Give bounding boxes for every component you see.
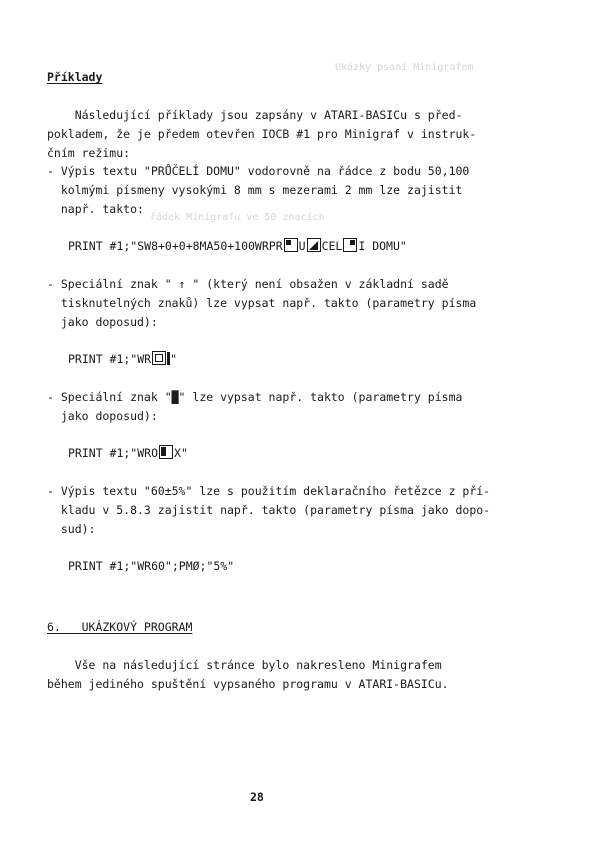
intro-line: čním režimu: — [47, 146, 131, 160]
section-heading: 6. UKÁZKOVÝ PROGRAM — [47, 620, 193, 634]
bleed-through-text: řádek Minigrafu ve 50 znacích — [150, 212, 325, 223]
list-item-text: - Výpis textu "PRŮČELÍ DOMU" vodorovně na řádce z bodu 50,100 — [47, 164, 470, 178]
examples-heading: Příklady — [47, 70, 103, 84]
code-line-4: PRINT #1;"WR60";PMØ;"5%" — [68, 559, 235, 573]
section-text: během jediného spuštění vypsaného programu v ATARI-BASICu. — [47, 677, 449, 691]
special-char-key-icon — [152, 351, 166, 365]
list-item-text: jako doposud): — [47, 315, 158, 329]
special-char-key-icon — [159, 445, 173, 459]
code-text: PRINT #1;"SW8+0+0+8MA50+100WRPR — [68, 239, 283, 253]
list-item-text: jako doposud): — [47, 409, 158, 423]
list-item-text: kolmými písmeny vysokými 8 mm s mezerami 2 mm lze zajistit — [47, 183, 463, 197]
code-text: U — [298, 239, 306, 253]
code-line-3 — [68, 444, 188, 463]
intro-line: pokladem, že je předem otevřen IOCB #1 pro Minigraf v instruk- — [47, 127, 477, 141]
code-line-2 — [68, 350, 177, 369]
list-item-text: - Výpis textu "60±5%" lze s použitím deklaračního řetězce z pří- — [47, 484, 491, 498]
code-text: PRINT #1;"WRO — [68, 446, 159, 460]
code-line-1 — [68, 237, 407, 256]
list-item-text: tisknutelných znaků) lze vypsat např. takto (parametry písma — [47, 296, 477, 310]
code-text: I DOMU" — [358, 239, 407, 253]
code-text: PRINT #1;"WR — [68, 352, 152, 366]
bleed-through-text: Ukázky psaní Minigrafem — [335, 62, 474, 73]
cursor-down-key-icon — [343, 238, 357, 252]
list-item-text: kladu v 5.8.3 zajistit např. takto (parametry písma jako dopo- — [47, 503, 491, 517]
special-char-key-icon — [307, 238, 321, 252]
page-number: 28 — [250, 790, 264, 804]
list-item-text: např. takto: — [47, 202, 144, 216]
cursor-up-key-icon — [284, 238, 298, 252]
intro-line: Následující příklady jsou zapsány v ATARI-BASICu s před- — [47, 108, 463, 122]
list-item-text: sud): — [47, 522, 96, 536]
code-text: CEL — [321, 239, 343, 253]
code-text: " — [170, 352, 178, 366]
list-item-text: - Speciální znak "█" lze vypsat např. takto (parametry písma — [47, 390, 463, 404]
code-text: X" — [174, 446, 188, 460]
section-text: Vše na následující stránce bylo nakresleno Minigrafem — [47, 658, 442, 672]
list-item-text: - Speciální znak " ↑ " (který není obsažen v základní sadě — [47, 277, 449, 291]
